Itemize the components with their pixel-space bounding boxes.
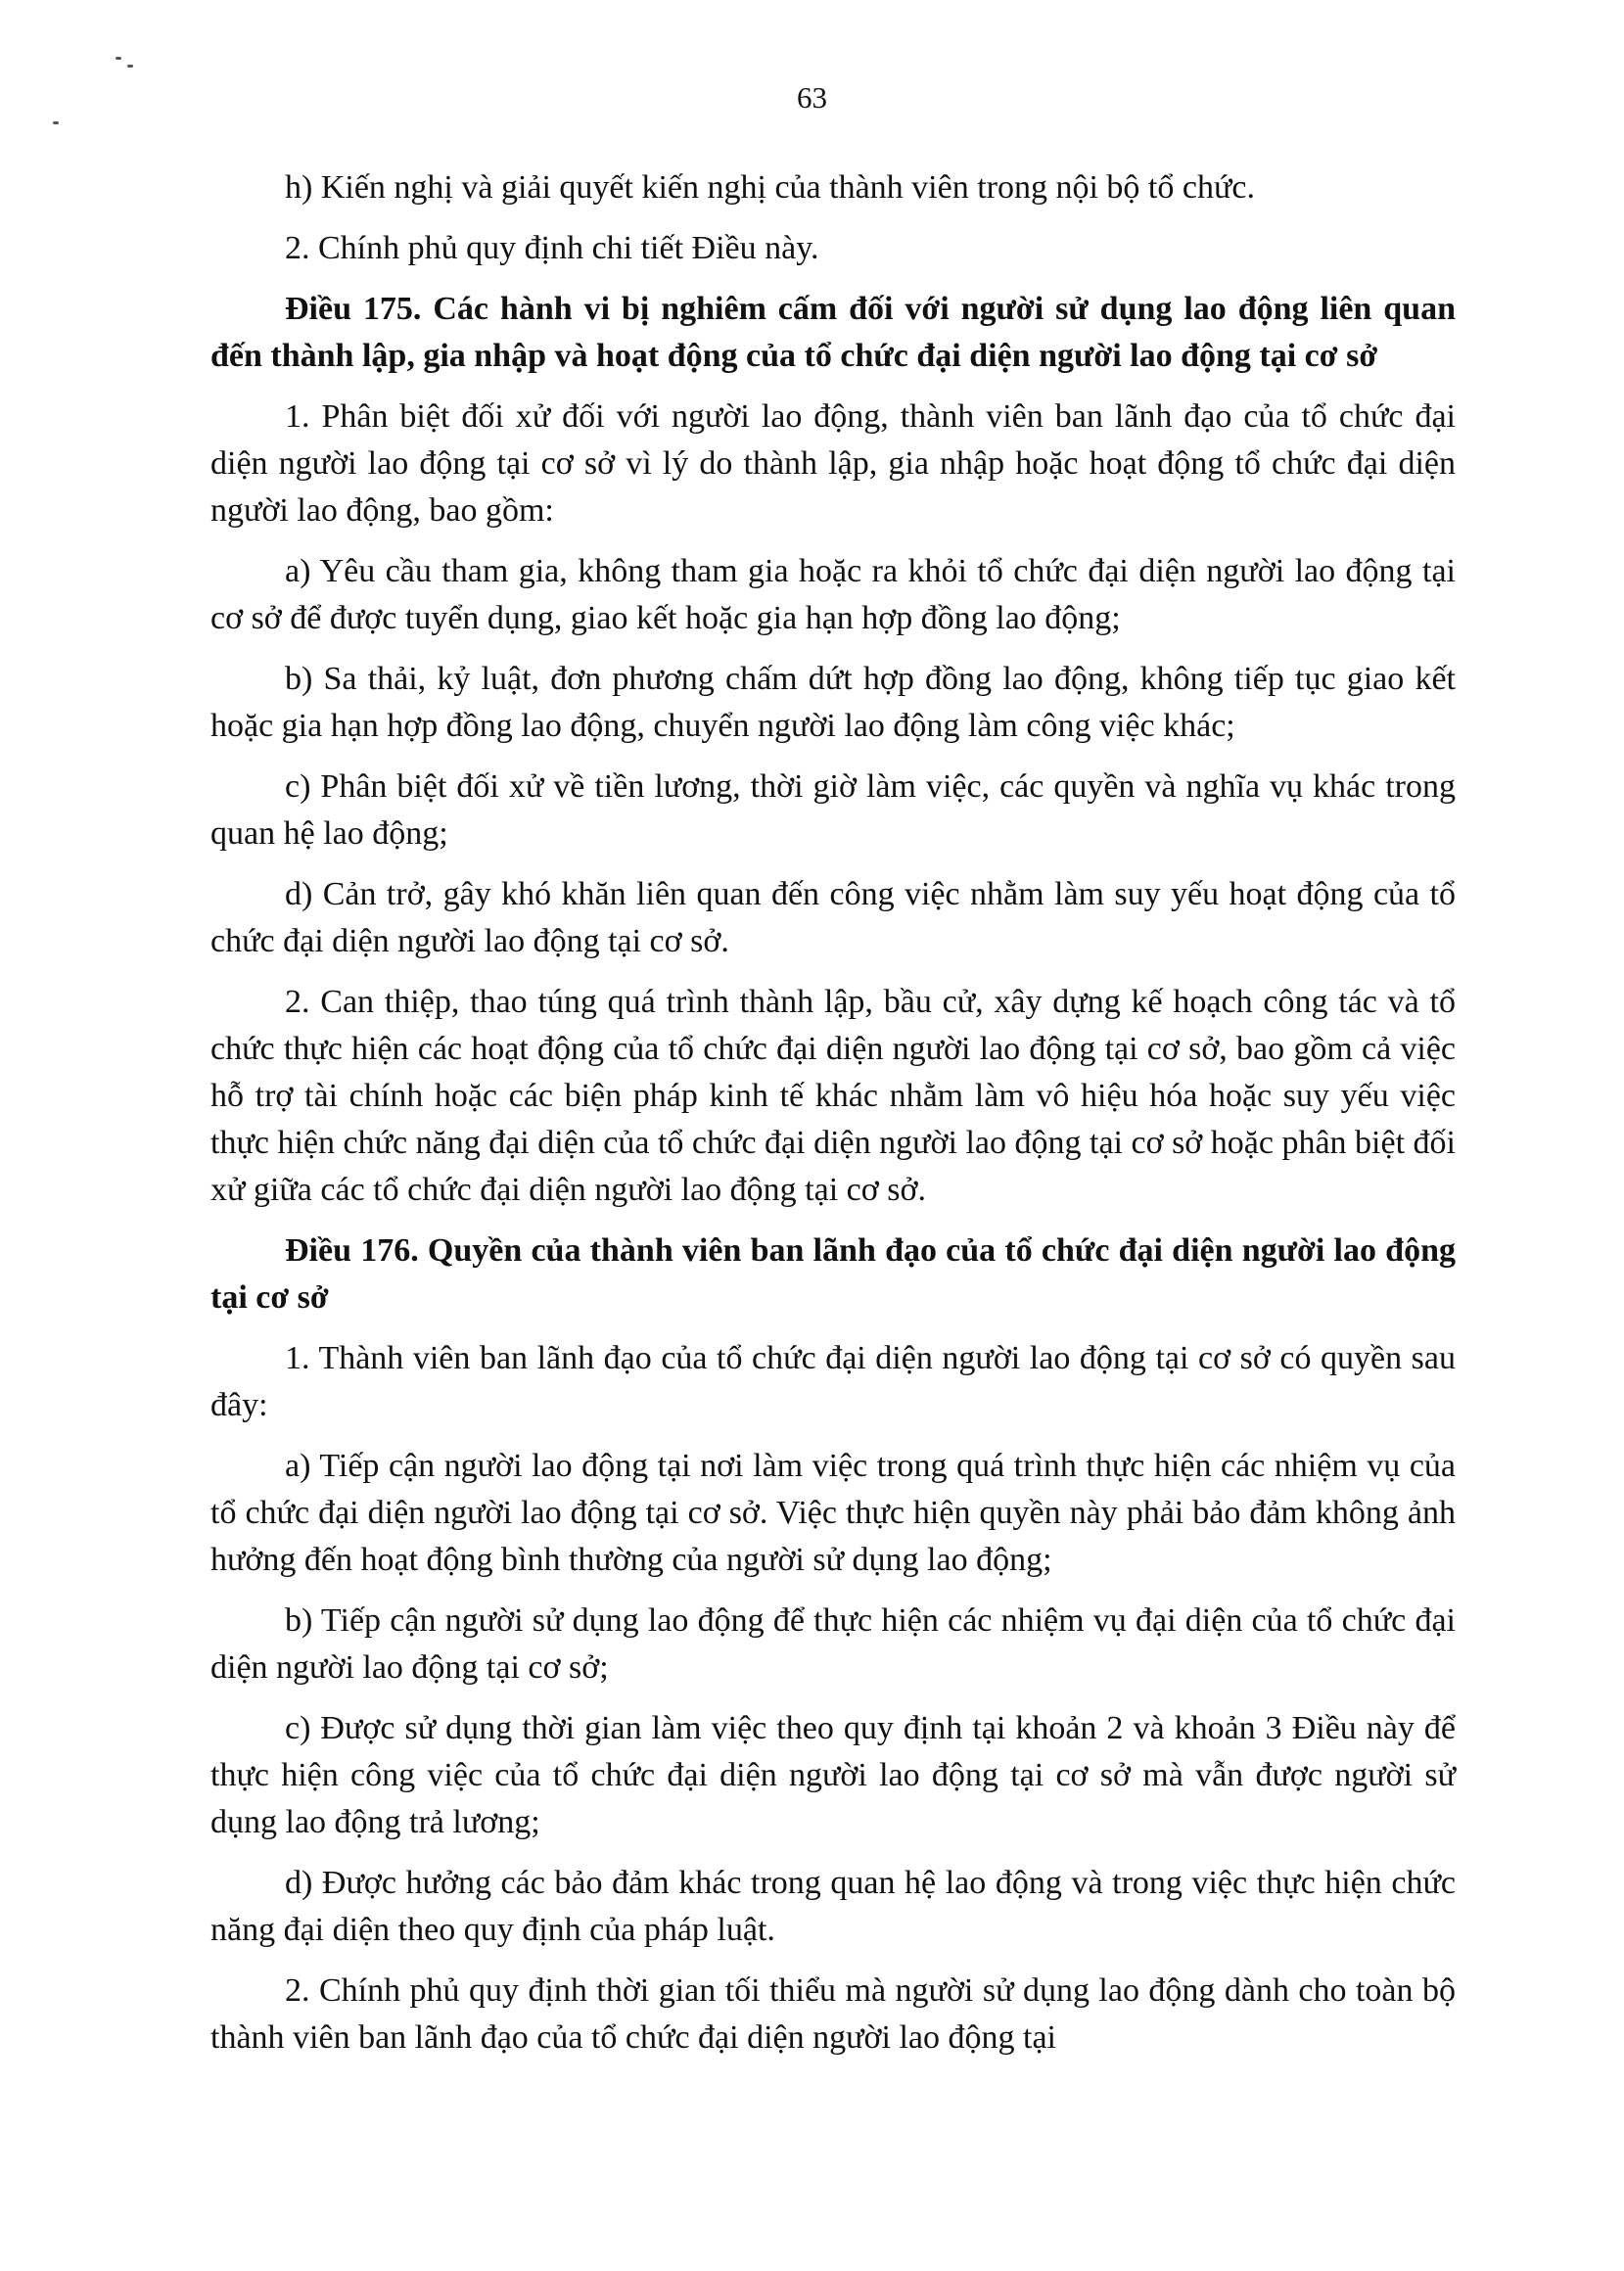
article-heading: Điều 175. Các hành vi bị nghiêm cấm đối với người sử dụng lao động liên quan đến thành lập, gia nhập và hoạt động của tổ chức đại diện người lao động tại cơ sở bbox=[210, 291, 1456, 374]
paragraph: h) Kiến nghị và giải quyết kiến nghị của thành viên trong nội bộ tổ chức. bbox=[285, 169, 1255, 206]
paragraph: d) Cản trở, gây khó khăn liên quan đến công việc nhằm làm suy yếu hoạt động của tổ chức đại diện người lao động tại cơ sở. bbox=[210, 876, 1456, 959]
paragraph: c) Được sử dụng thời gian làm việc theo quy định tại khoản 2 và khoản 3 Điều này để thực hiện công việc của tổ chức đại diện người lao động tại cơ sở mà vẫn được người sử dụng lao động trả lương; bbox=[210, 1710, 1456, 1840]
paragraph: b) Sa thải, kỷ luật, đơn phương chấm dứt hợp đồng lao động, không tiếp tục giao kết hoặc gia hạn hợp đồng lao động, chuyển người lao động làm công việc khác; bbox=[210, 661, 1456, 744]
article-heading: Điều 176. Quyền của thành viên ban lãnh đạo của tổ chức đại diện người lao động tại cơ sở bbox=[210, 1232, 1456, 1316]
paragraph: 2. Chính phủ quy định thời gian tối thiểu mà người sử dụng lao động dành cho toàn bộ thành viên ban lãnh đạo của tổ chức đại diện người lao động tại bbox=[210, 1972, 1456, 2056]
document-body bbox=[210, 164, 1456, 2075]
paragraph: 1. Thành viên ban lãnh đạo của tổ chức đại diện người lao động tại cơ sở có quyền sau đây: bbox=[210, 1340, 1456, 1423]
paragraph: a) Yêu cầu tham gia, không tham gia hoặc ra khỏi tổ chức đại diện người lao động tại cơ sở để được tuyển dụng, giao kết hoặc gia hạn hợp đồng lao động; bbox=[210, 553, 1456, 636]
paragraph: 2. Chính phủ quy định chi tiết Điều này. bbox=[285, 230, 819, 266]
paragraph: d) Được hưởng các bảo đảm khác trong quan hệ lao động và trong việc thực hiện chức năng đại diện theo quy định của pháp luật. bbox=[210, 1865, 1456, 1948]
scan-speck bbox=[127, 65, 133, 68]
paragraph: a) Tiếp cận người lao động tại nơi làm việc trong quá trình thực hiện các nhiệm vụ của tổ chức đại diện người lao động tại cơ sở. Việc thực hiện quyền này phải bảo đảm không ảnh hưởng đến hoạt động bình thường của người sử dụng lao động; bbox=[210, 1448, 1456, 1578]
scan-speck bbox=[53, 121, 59, 124]
scan-speck bbox=[116, 57, 121, 60]
paragraph: c) Phân biệt đối xử về tiền lương, thời giờ làm việc, các quyền và nghĩa vụ khác trong quan hệ lao động; bbox=[210, 768, 1456, 852]
page-number: 63 bbox=[797, 80, 827, 115]
paragraph: 2. Can thiệp, thao túng quá trình thành lập, bầu cử, xây dựng kế hoạch công tác và tổ chức thực hiện các hoạt động của tổ chức đại diện người lao động tại cơ sở, bao gồm cả việc hỗ trợ tài chính hoặc các biện pháp kinh tế khác nhằm làm vô hiệu hóa hoặc suy yếu việc thực hiện chức năng đại diện của tổ chức đại diện người lao động tại cơ sở hoặc phân biệt đối xử giữa các tổ chức đại diện người lao động tại cơ sở. bbox=[210, 984, 1456, 1208]
paragraph: 1. Phân biệt đối xử đối với người lao động, thành viên ban lãnh đạo của tổ chức đại diện người lao động tại cơ sở vì lý do thành lập, gia nhập hoặc hoạt động tổ chức đại diện người lao động, bao gồm: bbox=[210, 398, 1456, 529]
paragraph: b) Tiếp cận người sử dụng lao động để thực hiện các nhiệm vụ đại diện của tổ chức đại diện người lao động tại cơ sở; bbox=[210, 1602, 1456, 1686]
